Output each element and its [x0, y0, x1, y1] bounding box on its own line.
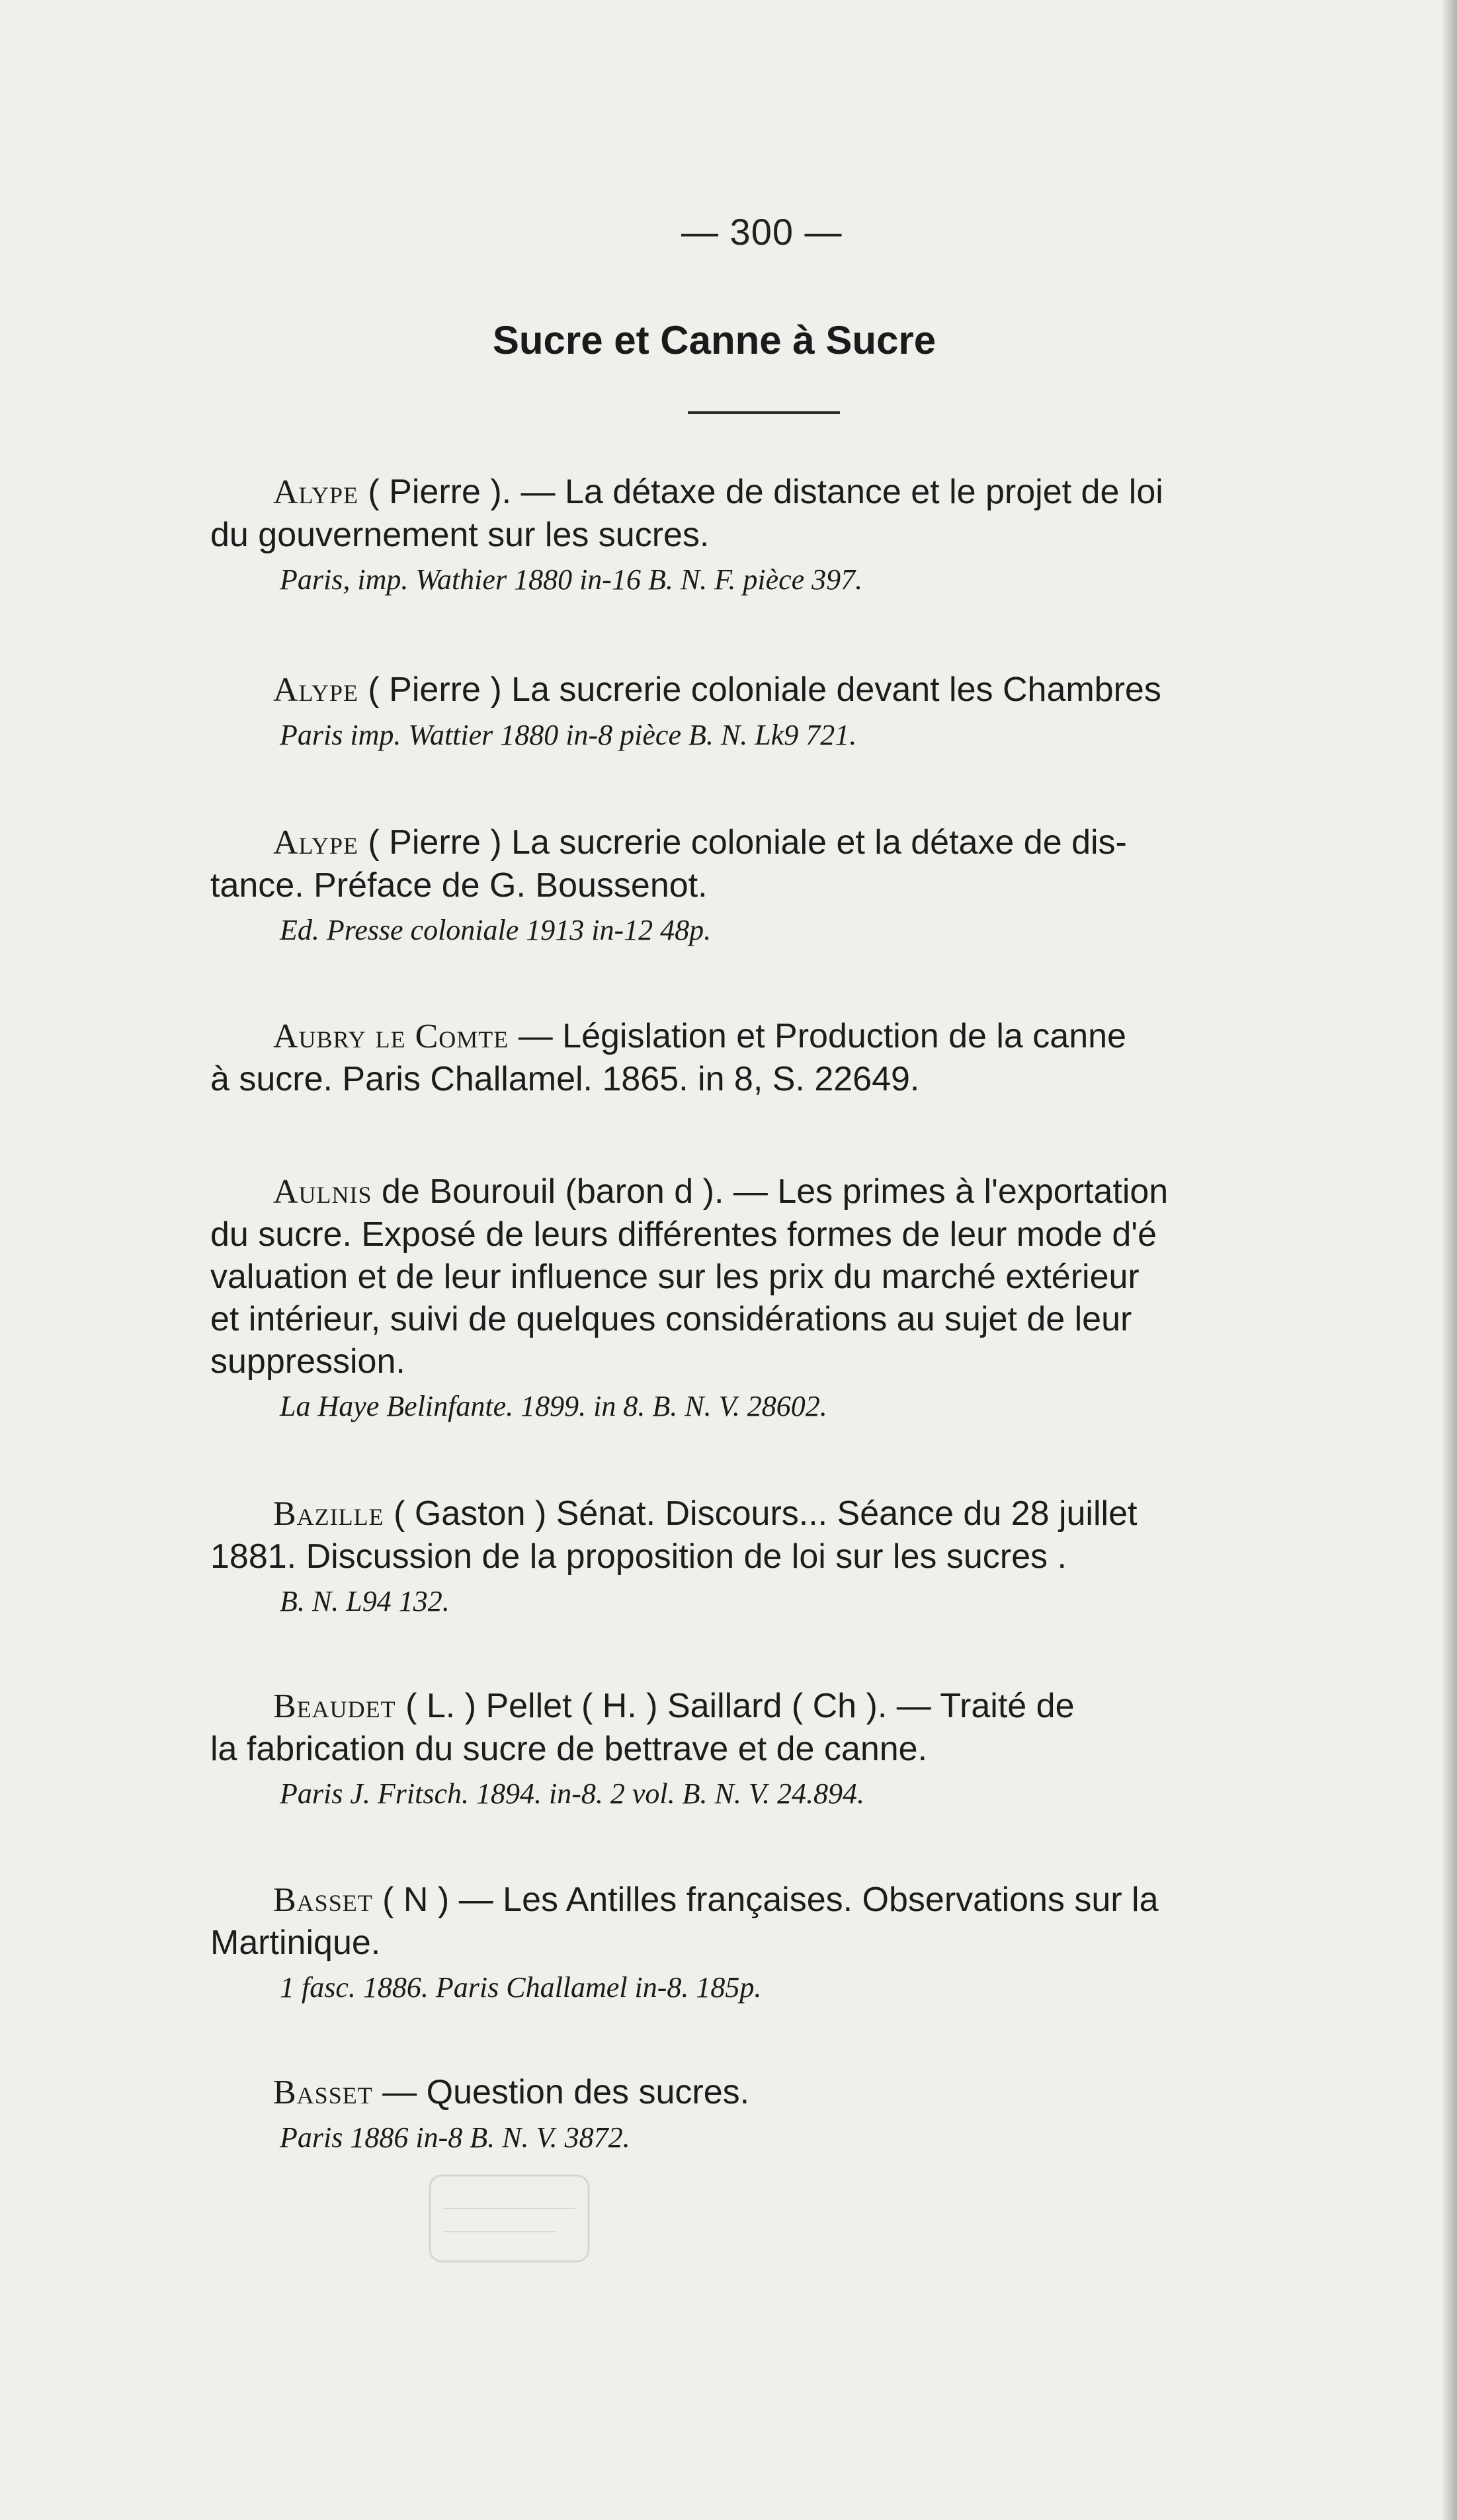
bibliography-entry: [210, 1492, 1354, 1621]
entry-author: Alype: [273, 824, 358, 862]
entry-line: ( L. ) Pellet ( H. ) Saillard ( Ch ). — Traité de: [405, 1687, 1075, 1725]
section-title: Sucre et Canne à Sucre: [492, 318, 937, 362]
entry-reference: Paris, imp. Wathier 1880 in-16 B. N. F. pièce 397.: [280, 563, 863, 596]
entry-line: du gouvernement sur les sucres.: [210, 516, 710, 554]
entry-line: ( Pierre ). — La détaxe de distance et le projet de loi: [368, 473, 1163, 511]
entry-line: à sucre. Paris Challamel. 1865. in 8, S. 22649.: [210, 1060, 920, 1098]
entry-line: ( N ) — Les Antilles françaises. Observations sur la: [382, 1881, 1159, 1919]
entry-line: du sucre. Exposé de leurs différentes formes de leur mode d'é: [210, 1215, 1157, 1254]
entry-author: Aubry le Comte: [273, 1018, 509, 1055]
entry-reference: La Haye Belinfante. 1899. in 8. B. N. V. 28602.: [280, 1390, 827, 1422]
bibliography-entry: [210, 2071, 1354, 2158]
bibliography-list: [210, 471, 1354, 2158]
bibliography-entry: [210, 1170, 1354, 1426]
page-number: — 300 —: [681, 211, 843, 253]
entry-line: ( Gaston ) Sénat. Discours... Séance du 28 juillet: [394, 1494, 1138, 1533]
entry-reference: Paris J. Fritsch. 1894. in-8. 2 vol. B. N. V. 24.894.: [280, 1777, 865, 1810]
bibliography-entry: [210, 821, 1354, 950]
bibliography-entry: [210, 1879, 1354, 2008]
page-edge-shadow: [1441, 0, 1457, 2520]
entry-author: Beaudet: [273, 1687, 396, 1725]
entry-line: 1881. Discussion de la proposition de loi sur les sucres .: [210, 1537, 1067, 1576]
entry-line: ( Pierre ) La sucrerie coloniale devant les Chambres: [368, 671, 1161, 709]
entry-reference: 1 fasc. 1886. Paris Challamel in-8. 185p.: [280, 1971, 762, 2004]
entry-line: — Question des sucres.: [382, 2073, 750, 2111]
entry-line: tance. Préface de G. Boussenot.: [210, 866, 708, 905]
entry-author: Bazille: [273, 1495, 384, 1533]
entry-line: la fabrication du sucre de bettrave et de canne.: [210, 1730, 928, 1768]
entry-line: et intérieur, suivi de quelques considérations au sujet de leur: [210, 1300, 1132, 1338]
bibliography-entry: [210, 1015, 1354, 1100]
entry-author: Aulnis: [273, 1173, 372, 1211]
bibliography-entry: [210, 1685, 1354, 1814]
entry-line: ( Pierre ) La sucrerie coloniale et la détaxe de dis-: [368, 823, 1127, 862]
faded-library-stamp: [423, 2169, 595, 2268]
entry-author: Alype: [273, 473, 358, 511]
entry-line: valuation et de leur influence sur les prix du marché extérieur: [210, 1258, 1140, 1296]
entry-reference: Paris imp. Wattier 1880 in-8 pièce B. N. Lk9 721.: [280, 719, 857, 751]
entry-author: Alype: [273, 671, 358, 709]
entry-author: Basset: [273, 1881, 373, 1919]
entry-reference: B. N. L94 132.: [280, 1585, 450, 1617]
bibliography-entry: [210, 669, 1354, 755]
entry-reference: Paris 1886 in-8 B. N. V. 3872.: [280, 2121, 630, 2154]
entry-line: de Bourouil (baron d ). — Les primes à l'exportation: [382, 1172, 1169, 1211]
entry-reference: Ed. Presse coloniale 1913 in-12 48p.: [280, 914, 712, 946]
entry-line: — Législation et Production de la canne: [518, 1017, 1126, 1055]
entry-author: Basset: [273, 2074, 373, 2111]
entry-line: Martinique.: [210, 1924, 381, 1962]
title-rule: [688, 411, 840, 414]
entry-line: suppression.: [210, 1342, 405, 1381]
bibliography-entry: [210, 471, 1354, 600]
